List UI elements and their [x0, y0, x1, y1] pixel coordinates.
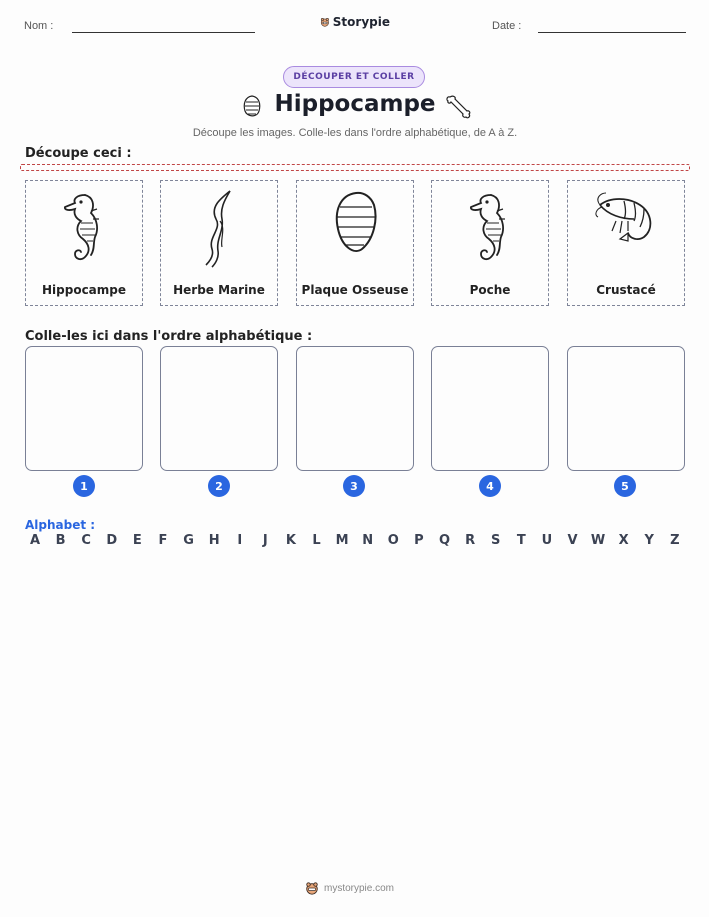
alphabet-letter: D	[106, 533, 118, 548]
alphabet-letter: E	[132, 533, 142, 548]
paste-box-3[interactable]	[296, 346, 414, 471]
brand-logo	[320, 12, 390, 32]
brand-name: Storypie	[332, 15, 390, 29]
alphabet-letter: A	[29, 533, 41, 548]
paste-box-2[interactable]	[160, 346, 278, 471]
order-number-badge: 3	[343, 475, 365, 497]
alphabet-letter: K	[285, 533, 296, 548]
card-label: Poche	[469, 283, 511, 297]
order-number-badge: 2	[208, 475, 230, 497]
bone-icon	[443, 92, 473, 122]
order-number-badge: 4	[479, 475, 501, 497]
instructions: Découpe les images. Colle-les dans l'ordre alphabétique, de A à Z.	[192, 127, 518, 139]
seahorse-icon	[55, 189, 115, 269]
cut-card-5[interactable]	[567, 180, 685, 306]
alphabet-letter: S	[491, 533, 501, 548]
alphabet-letter: L	[312, 533, 321, 548]
cut-card-1[interactable]	[25, 180, 143, 306]
card-label: Crustacé	[596, 283, 656, 297]
cut-card-3[interactable]	[296, 180, 414, 306]
page-title: Hippocampe	[274, 91, 436, 117]
alphabet-letter: F	[158, 533, 168, 548]
alphabet-letter: X	[618, 533, 629, 548]
alphabet-letter: G	[183, 533, 194, 548]
storypie-mascot-icon	[320, 14, 330, 30]
alphabet-letter: T	[516, 533, 526, 548]
alphabet-letter: H	[208, 533, 220, 548]
cut-line	[20, 164, 690, 171]
name-label: Nom :	[24, 20, 54, 32]
cut-heading: Découpe ceci :	[25, 146, 132, 161]
storypie-mascot-icon	[305, 881, 319, 895]
seahorse-pouch-icon	[461, 189, 521, 269]
bony-plate-icon	[326, 189, 386, 269]
alphabet-letter: C	[81, 533, 91, 548]
footer	[305, 879, 415, 897]
alphabet-letter: U	[541, 533, 553, 548]
paste-box-5[interactable]	[567, 346, 685, 471]
order-number-badge: 1	[73, 475, 95, 497]
alphabet-letter: P	[414, 533, 424, 548]
alphabet-letter: Q	[438, 533, 451, 548]
alphabet-heading: Alphabet :	[25, 518, 96, 532]
alphabet-letter: J	[262, 533, 268, 548]
name-line[interactable]	[72, 32, 255, 33]
activity-badge: DÉCOUPER ET COLLER	[283, 66, 425, 88]
paste-box-4[interactable]	[431, 346, 549, 471]
date-label: Date :	[492, 20, 522, 32]
paste-heading: Colle-les ici dans l'ordre alphabétique :	[25, 329, 313, 344]
alphabet-letter: O	[387, 533, 399, 548]
footer-url: mystorypie.com	[324, 882, 395, 894]
alphabet-letter: R	[465, 533, 476, 548]
alphabet-letter: B	[55, 533, 66, 548]
alphabet-letter: V	[567, 533, 578, 548]
seagrass-icon	[190, 189, 250, 269]
shrimp-icon	[594, 189, 660, 269]
card-label: Plaque Osseuse	[301, 283, 409, 297]
alphabet-letter: Z	[670, 533, 680, 548]
order-number-badge: 5	[614, 475, 636, 497]
alphabet-letter: N	[362, 533, 374, 548]
cut-card-4[interactable]	[431, 180, 549, 306]
paste-box-1[interactable]	[25, 346, 143, 471]
alphabet-letter: W	[590, 533, 606, 548]
alphabet-letter: Y	[644, 533, 654, 548]
alphabet-letter: I	[237, 533, 243, 548]
date-line[interactable]	[538, 32, 686, 33]
cut-card-2[interactable]	[160, 180, 278, 306]
alphabet-row	[25, 533, 685, 548]
card-label: Herbe Marine	[173, 283, 265, 297]
alphabet-letter: M	[335, 533, 349, 548]
card-label: Hippocampe	[41, 283, 127, 297]
